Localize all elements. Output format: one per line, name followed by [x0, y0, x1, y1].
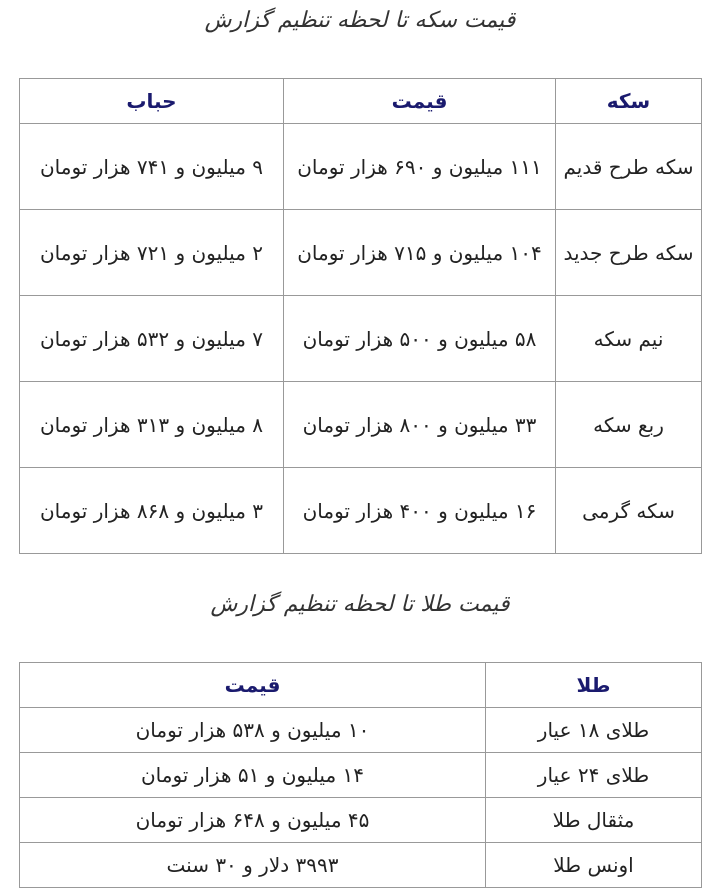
gold-price-cell: ۱۰ میلیون و ۵۳۸ هزار تومان [20, 708, 486, 753]
coin-name-cell: سکه طرح جدید [556, 210, 702, 296]
coin-price-cell: ۱۶ میلیون و ۴۰۰ هزار تومان [284, 468, 556, 554]
coin-bubble-cell: ۷ میلیون و ۵۳۲ هزار تومان [20, 296, 284, 382]
column-header-price: قیمت [20, 663, 486, 708]
column-header-coin: سکه [556, 79, 702, 124]
coin-name-cell: سکه طرح قدیم [556, 124, 702, 210]
column-header-bubble: حباب [20, 79, 284, 124]
coin-price-cell: ۵۸ میلیون و ۵۰۰ هزار تومان [284, 296, 556, 382]
gold-name-cell: طلای ۲۴ عیار [486, 753, 702, 798]
coin-price-table [19, 78, 702, 554]
coin-price-cell: ۳۳ میلیون و ۸۰۰ هزار تومان [284, 382, 556, 468]
gold-price-cell: ۴۵ میلیون و ۶۴۸ هزار تومان [20, 798, 486, 843]
coin-price-cell: ۱۰۴ میلیون و ۷۱۵ هزار تومان [284, 210, 556, 296]
table-header-row [20, 663, 702, 708]
coin-bubble-cell: ۹ میلیون و ۷۴۱ هزار تومان [20, 124, 284, 210]
coin-bubble-cell: ۳ میلیون و ۸۶۸ هزار تومان [20, 468, 284, 554]
coin-bubble-cell: ۸ میلیون و ۳۱۳ هزار تومان [20, 382, 284, 468]
gold-name-cell: مثقال طلا [486, 798, 702, 843]
table-row [20, 382, 702, 468]
gold-name-cell: طلای ۱۸ عیار [486, 708, 702, 753]
coin-price-cell: ۱۱۱ میلیون و ۶۹۰ هزار تومان [284, 124, 556, 210]
coin-name-cell: نیم سکه [556, 296, 702, 382]
table-row [20, 296, 702, 382]
table-row [20, 843, 702, 888]
coin-name-cell: سکه گرمی [556, 468, 702, 554]
gold-price-cell: ۳۹۹۳ دلار و ۳۰ سنت [20, 843, 486, 888]
table-row [20, 468, 702, 554]
coin-price-caption: قیمت سکه تا لحظه تنظیم گزارش [204, 8, 516, 33]
table-row [20, 798, 702, 843]
gold-price-caption: قیمت طلا تا لحظه تنظیم گزارش [210, 592, 510, 617]
table-row [20, 753, 702, 798]
column-header-price: قیمت [284, 79, 556, 124]
gold-price-cell: ۱۴ میلیون و ۵۱ هزار تومان [20, 753, 486, 798]
coin-bubble-cell: ۲ میلیون و ۷۲۱ هزار تومان [20, 210, 284, 296]
table-row [20, 708, 702, 753]
coin-name-cell: ربع سکه [556, 382, 702, 468]
gold-name-cell: اونس طلا [486, 843, 702, 888]
column-header-gold: طلا [486, 663, 702, 708]
table-row [20, 210, 702, 296]
table-header-row [20, 79, 702, 124]
table-row [20, 124, 702, 210]
gold-price-table [19, 662, 702, 888]
